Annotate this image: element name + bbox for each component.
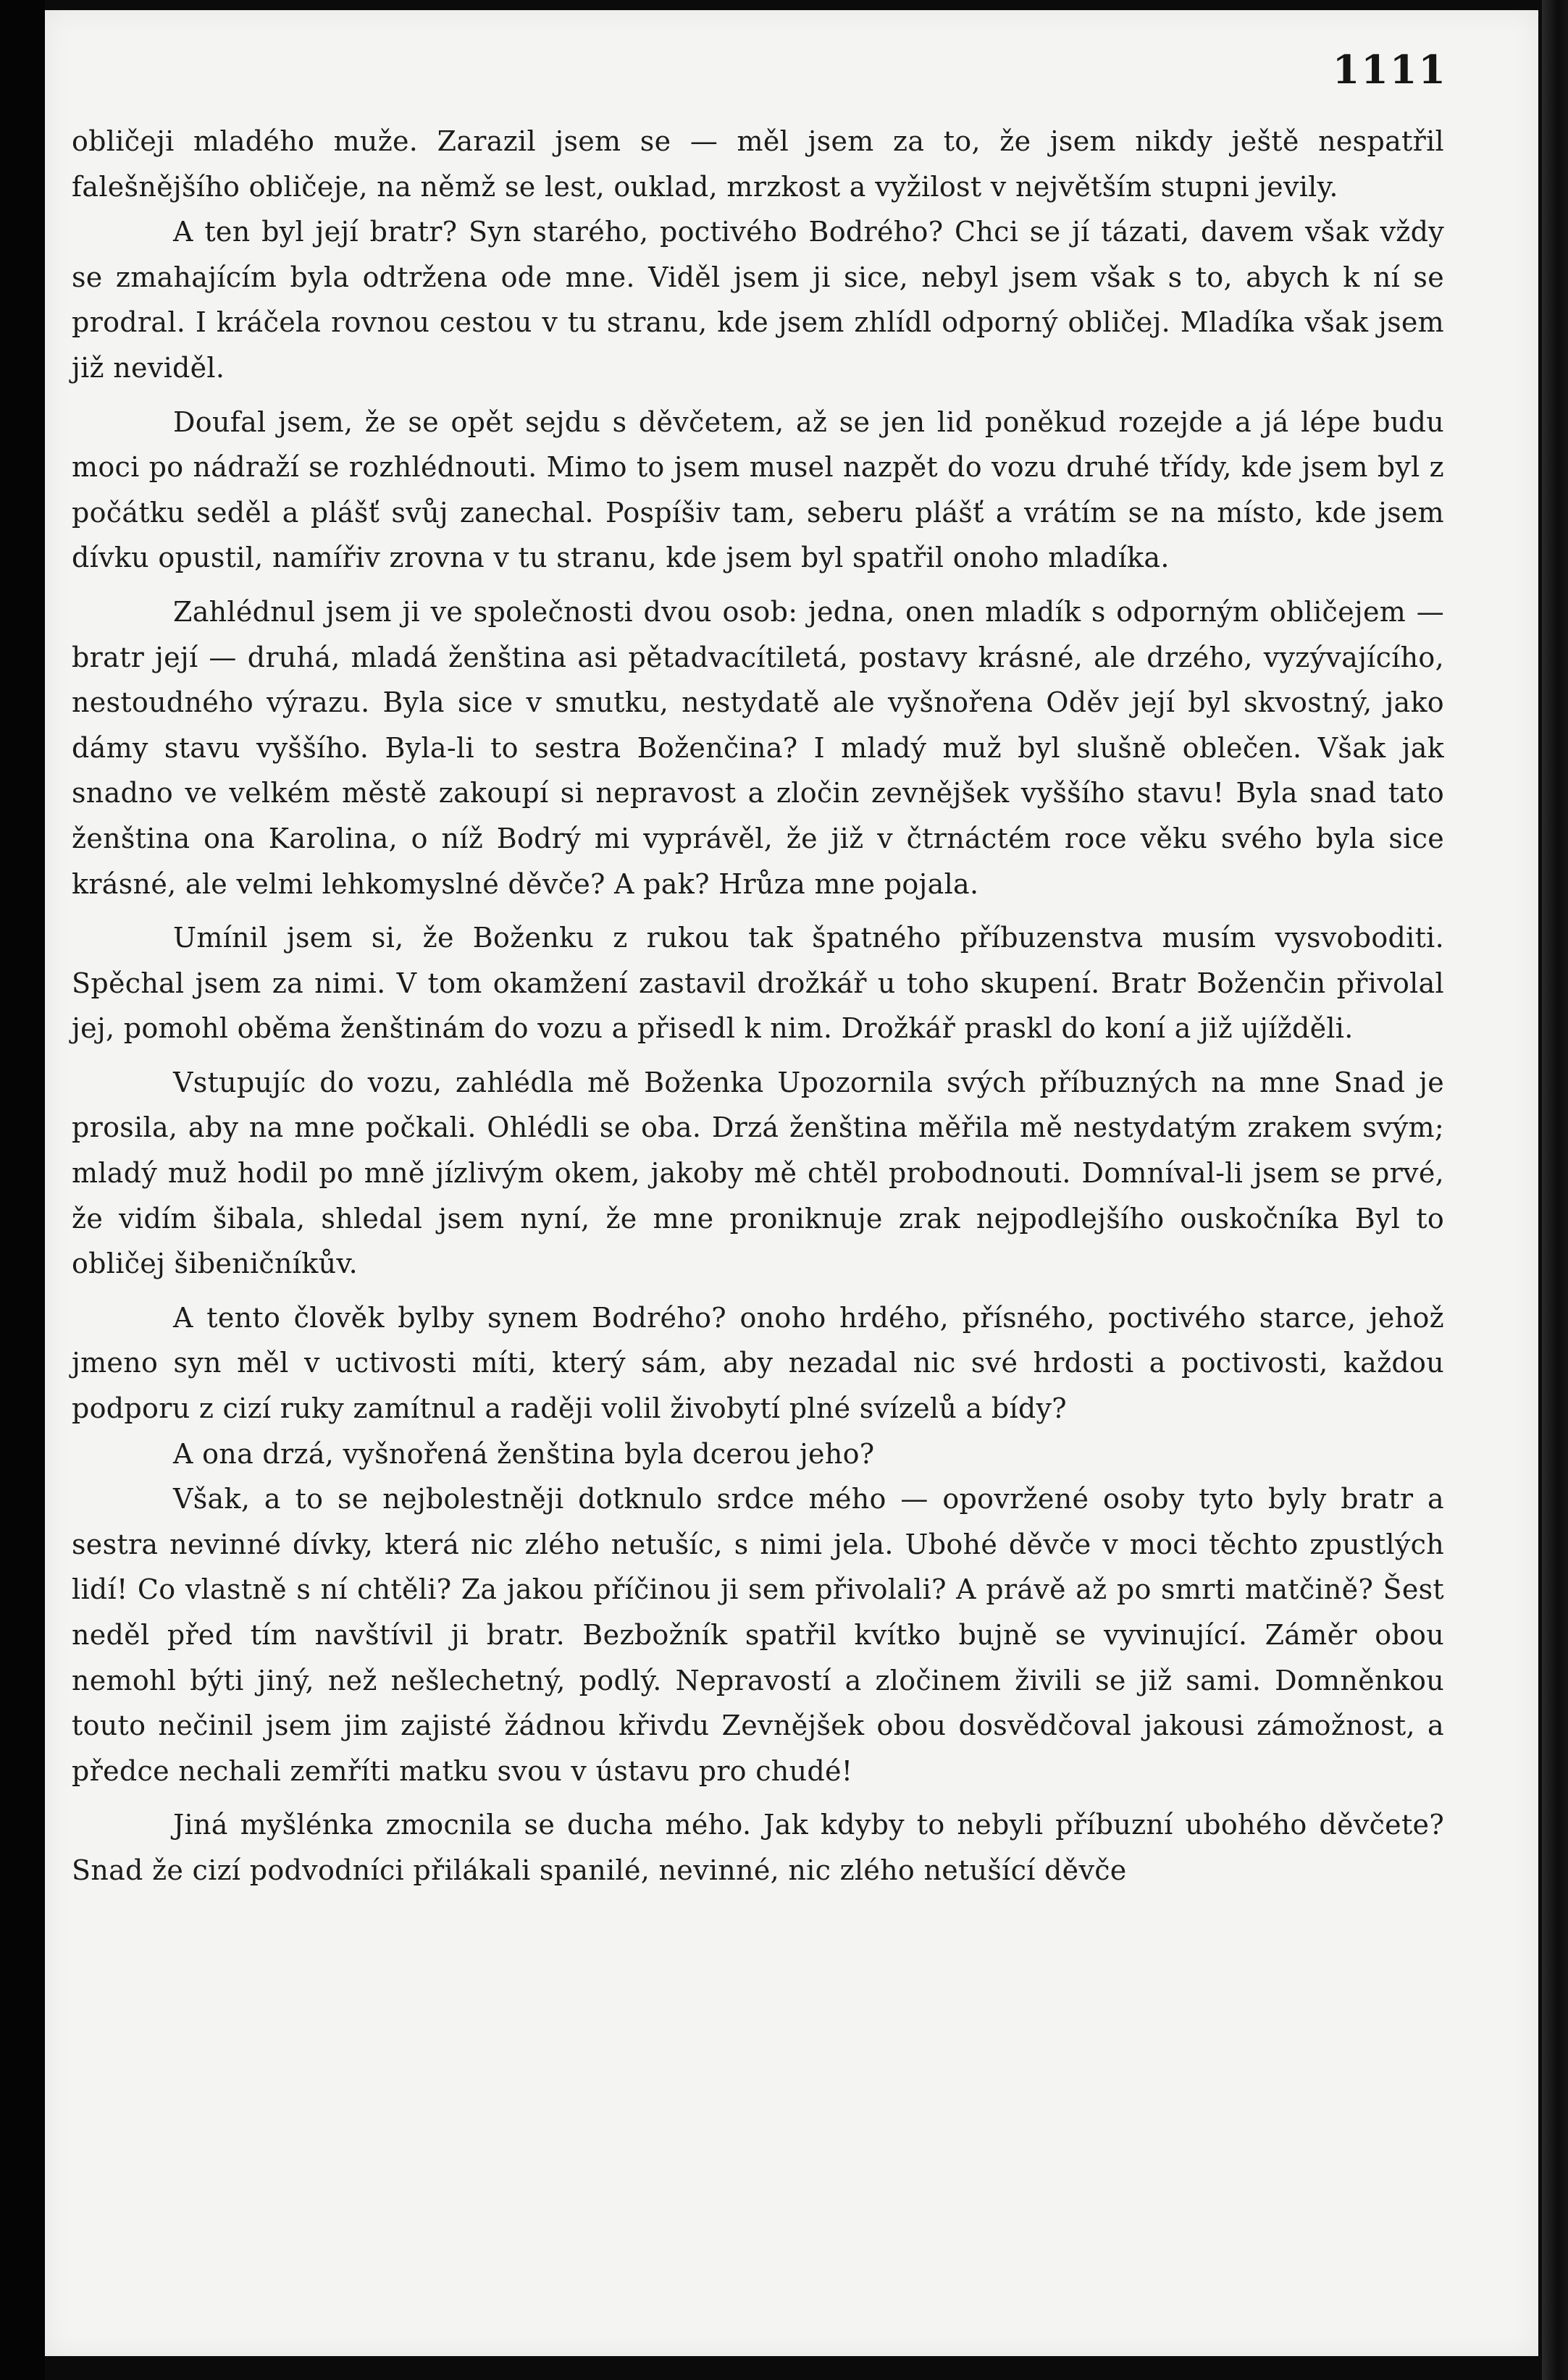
paragraph: Však, a to se nejbolestněji dotknulo srdce mého — opovržené osoby tyto byly bratr a sestra nevinné dívky, která nic zlého netušíc, s nimi jela. Ubohé děvče v moci těchto zpustlých lidí! Co vlastně s ní chtěli? Za jakou příčinou ji sem přivolali? A právě až po smrti matčině? Šest neděl před tím navštívil ji bratr. Bezbožník spatřil kvítko bujně se vyvinující. Záměr obou nemohl býti jiný, než nešlechetný, podlý. Nepravostí a zločinem živili se již sami. Domněnkou touto nečinil jsem jim zajisté žádnou křivdu Zevnějšek obou dosvědčoval jakousi zámožnost, a předce nechali zemříti matku svou v ústavu pro chudé! (72, 1483, 1444, 1787)
paragraph: obličeji mladého muže. Zarazil jsem se — měl jsem za to, že jsem nikdy ještě nespatřil falešnějšího obličeje, na němž se lest, ouklad, mrzkost a vyžilost v největším stupni jevily. (72, 125, 1444, 203)
paragraph: A ona drzá, vyšnořená ženština byla dcerou jeho? (173, 1437, 875, 1470)
page-number: 1111 (1332, 46, 1447, 93)
paragraph: Doufal jsem, že se opět sejdu s děvčetem, až se jen lid poněkud rozejde a já lépe budu moci po nádraží se rozhlédnouti. Mimo to jsem musel nazpět do vozu druhé třídy, kde jsem byl z počátku seděl a plášť svůj zanechal. Pospíšiv tam, seberu plášť a vrátím se na místo, kde jsem dívku opustil, namířiv zrovna v tu stranu, kde jsem byl spatřil onoho mladíka. (72, 405, 1444, 574)
paragraph: Jiná myšlénka zmocnila se ducha mého. Jak kdyby to nebyli příbuzní ubohého děvčete? Snad že cizí podvodníci přilákali spanilé, nevinné, nic zlého netušící děvče (72, 1809, 1444, 1886)
paragraph: Umínil jsem si, že Boženku z rukou tak špatného příbuzenstva musím vysvoboditi. Spěchal jsem za nimi. V tom okamžení zastavil drožkář u toho skupení. Bratr Boženčin přivolal jej, pomohl oběma ženštinám do vozu a přisedl k nim. Drožkář praskl do koní a již ujížděli. (72, 922, 1444, 1045)
book-gutter-shadow (0, 0, 45, 2380)
paragraph: Vstupujíc do vozu, zahlédla mě Boženka Upozornila svých příbuzných na mne Snad je prosila, aby na mne počkali. Ohlédli se oba. Drzá ženština měřila mě nestydatým zrakem svým; mladý muž hodil po mně jízlivým okem, jakoby mě chtěl probodnouti. Domníval-li jsem se prvé, že vidím šibala, shledal jsem nyní, že mne proniknuje zrak nejpodlejšího ouskočníka Byl to obličej šibeničníkův. (72, 1066, 1444, 1280)
body-text (72, 119, 1444, 1893)
paragraph: A tento člověk bylby synem Bodrého? onoho hrdého, přísného, poctivého starce, jehož jmeno syn měl v uctivosti míti, který sám, aby nezadal nic své hrdosti a poctivosti, každou podporu z cizí ruky zamítnul a raději volil živobytí plné svízelů a bídy? (72, 1301, 1444, 1425)
page-edge-shadow (1542, 0, 1568, 2380)
paragraph: Zahlédnul jsem ji ve společnosti dvou osob: jedna, onen mladík s odporným obličejem — bratr její — druhá, mladá ženština asi pětadvacítiletá, postavy krásné, ale drzého, vyzývajícího, nestoudného výrazu. Byla sice v smutku, nestydatě ale vyšnořena Oděv její byl skvostný, jako dámy stavu vyššího. Byla-li to sestra Boženčina? I mladý muž byl slušně oblečen. Však jak snadno ve velkém městě zakoupí si nepravost a zločin zevnějšek vyššího stavu! Byla snad tato ženština ona Karolina, o níž Bodrý mi vyprávěl, že již v čtrnáctém roce věku svého byla sice krásné, ale velmi lehkomyslné děvče? A pak? Hrůza mne pojala. (72, 595, 1444, 900)
book-page (45, 10, 1538, 2356)
paragraph: A ten byl její bratr? Syn starého, poctivého Bodrého? Chci se jí tázati, davem však vždy se zmahajícím byla odtržena ode mne. Viděl jsem ji sice, nebyl jsem však s to, abych k ní se prodral. I kráčela rovnou cestou v tu stranu, kde jsem zhlídl odporný obličej. Mladíka však jsem již neviděl. (72, 216, 1444, 384)
